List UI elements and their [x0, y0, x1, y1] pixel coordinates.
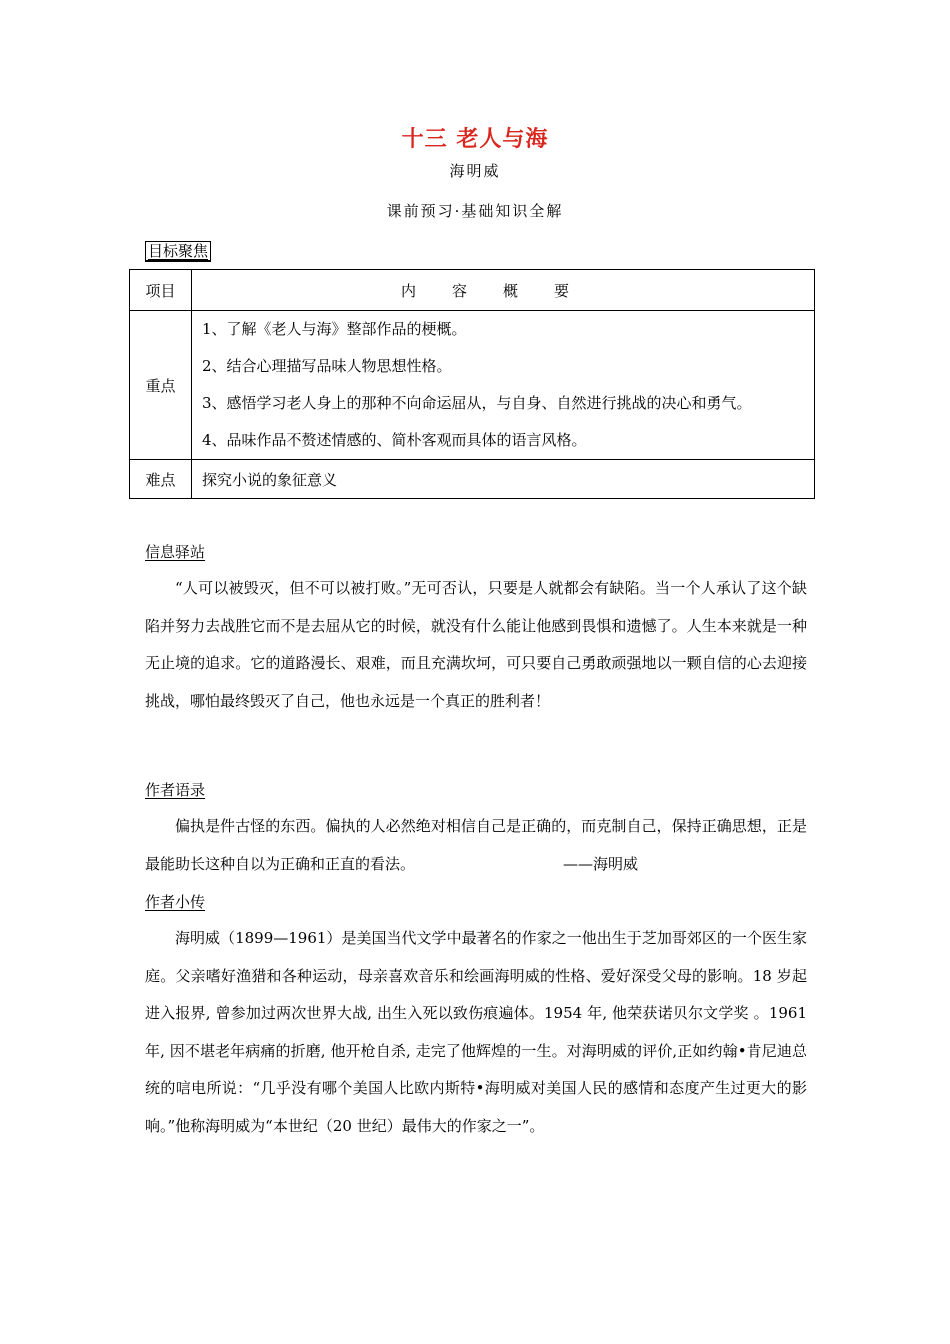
- goals-heading: [145, 240, 211, 261]
- quote-text: 偏执是件古怪的东西。偏执的人必然绝对相信自己是正确的，而克制自己，保持正确思想，正是最能助长这种自以为正确和正直的看法。: [145, 817, 807, 873]
- goals-header-row: [130, 270, 815, 311]
- info-paragraph: “人可以被毁灭，但不可以被打败。”无可否认，只要是人就都会有缺陷。当一个人承认了这个缺陷并努力去战胜它而不是去屈从它的时候，就没有什么能让他感到畏惧和遗憾了。人生本来就是一种无止境的追求。它的道路漫长、艰难，而且充满坎坷，可只要自己勇敢顽强地以一颗自信的心去迎接挑战，哪怕最终毁灭了自己，他也永远是一个真正的胜利者！: [145, 579, 807, 710]
- quote-heading: 作者语录: [145, 781, 206, 799]
- key-point-item: 2、结合心理描写品味人物思想性格。: [202, 357, 452, 375]
- header-item-label: 项目: [130, 270, 192, 311]
- quote-paragraph: [145, 808, 807, 883]
- header-content-label: 内容概要: [192, 270, 815, 311]
- difficulty-label: 难点: [130, 460, 192, 499]
- key-point-item: 3、感悟学习老人身上的那种不向命运屈从，与自身、自然进行挑战的决心和勇气。: [202, 394, 752, 412]
- key-point-item: 4、品味作品不赘述情感的、简朴客观而具体的语言风格。: [202, 431, 587, 449]
- section-subtitle: 课前预习·基础知识全解: [386, 202, 564, 220]
- key-points-label: 重点: [130, 311, 192, 460]
- key-points-row: [130, 311, 815, 460]
- author-name: 海明威: [449, 162, 501, 180]
- key-points-content: [192, 311, 815, 460]
- quote-signature: ——海明威: [563, 854, 639, 873]
- lesson-title: 十三 老人与海: [401, 126, 549, 152]
- bio-paragraph: 海明威（1899—1961）是美国当代文学中最著名的作家之一他出生于芝加哥郊区的一个医生家庭。父亲嗜好渔猎和各种运动，母亲喜欢音乐和绘画海明威的性格、爱好深受父母的影响。18 岁起进入报界, 曾参加过两次世界大战, 出生入死以致伤痕遍体。1954 年, 他荣获诺贝尔文学奖 。1961 年, 因不堪老年病痛的折磨, 他开枪自杀, 走完了他辉煌的一生。对海明威的评价,正如约翰•肯尼迪总统的唁电所说：“几乎没有哪个美国人比欧内斯特•海明威对美国人民的感情和态度产生过更大的影响。”他称海明威为“本世纪（20 世纪）最伟大的作家之一”。: [145, 929, 807, 1135]
- goals-heading-text: 目标聚焦: [145, 241, 211, 262]
- difficulty-row: [130, 460, 815, 499]
- difficulty-content: 探究小说的象征意义: [192, 460, 815, 499]
- bio-heading: 作者小传: [145, 893, 206, 911]
- info-heading: 信息驿站: [145, 543, 206, 561]
- key-point-item: 1、了解《老人与海》整部作品的梗概。: [202, 320, 467, 338]
- goals-table: [129, 269, 815, 499]
